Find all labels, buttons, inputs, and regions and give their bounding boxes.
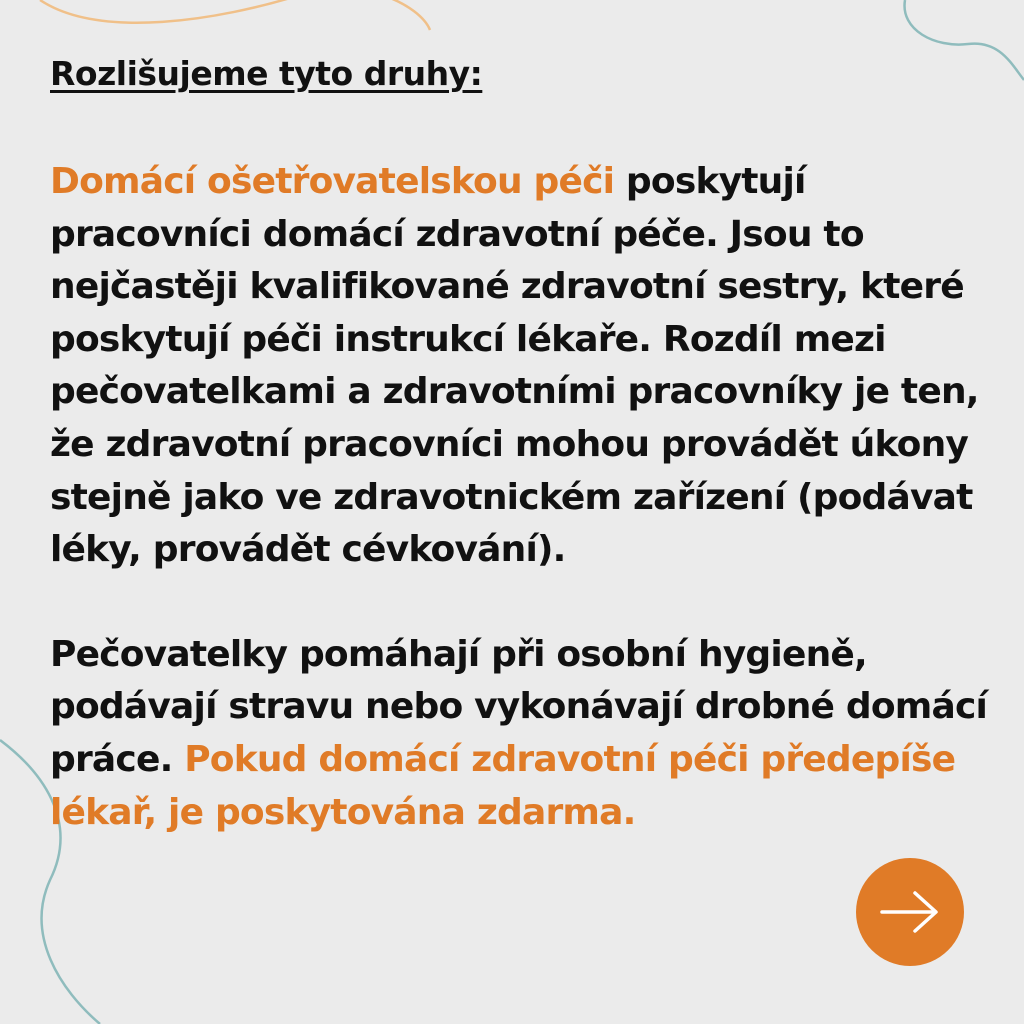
paragraph-caregivers: [50, 629, 990, 839]
paragraph-2-text: Pečovatelky pomáhají při osobní hygieně, podávají stravu nebo vykonávají drobné domácí práce.: [50, 633, 988, 780]
orange-squiggle-line: [40, 0, 430, 30]
highlight-home-nursing-care: Domácí ošetřovatelskou péči: [50, 161, 615, 202]
heading: Rozlišujeme tyto druhy:: [50, 54, 483, 93]
next-button[interactable]: [856, 858, 964, 966]
highlight-free-care: Pokud domácí zdravotní péči předepíše lékař, je poskytována zdarma.: [50, 738, 956, 833]
paragraph-1-text: poskytují pracovníci domácí zdravotní péče. Jsou to nejčastěji kvalifikované zdravotní sestry, které poskytují péči instrukcí lékaře. Rozdíl mezi pečovatelkami a zdravotními pracovníky je ten, že zdravotní pracovníci mohou provádět úkony stejně jako ve zdravotnickém zařízení (podávat léky, provádět cévkování).: [50, 161, 979, 571]
main-content: [50, 52, 990, 839]
arrow-right-icon: [879, 890, 941, 934]
paragraph-home-nursing-care: [50, 156, 990, 577]
